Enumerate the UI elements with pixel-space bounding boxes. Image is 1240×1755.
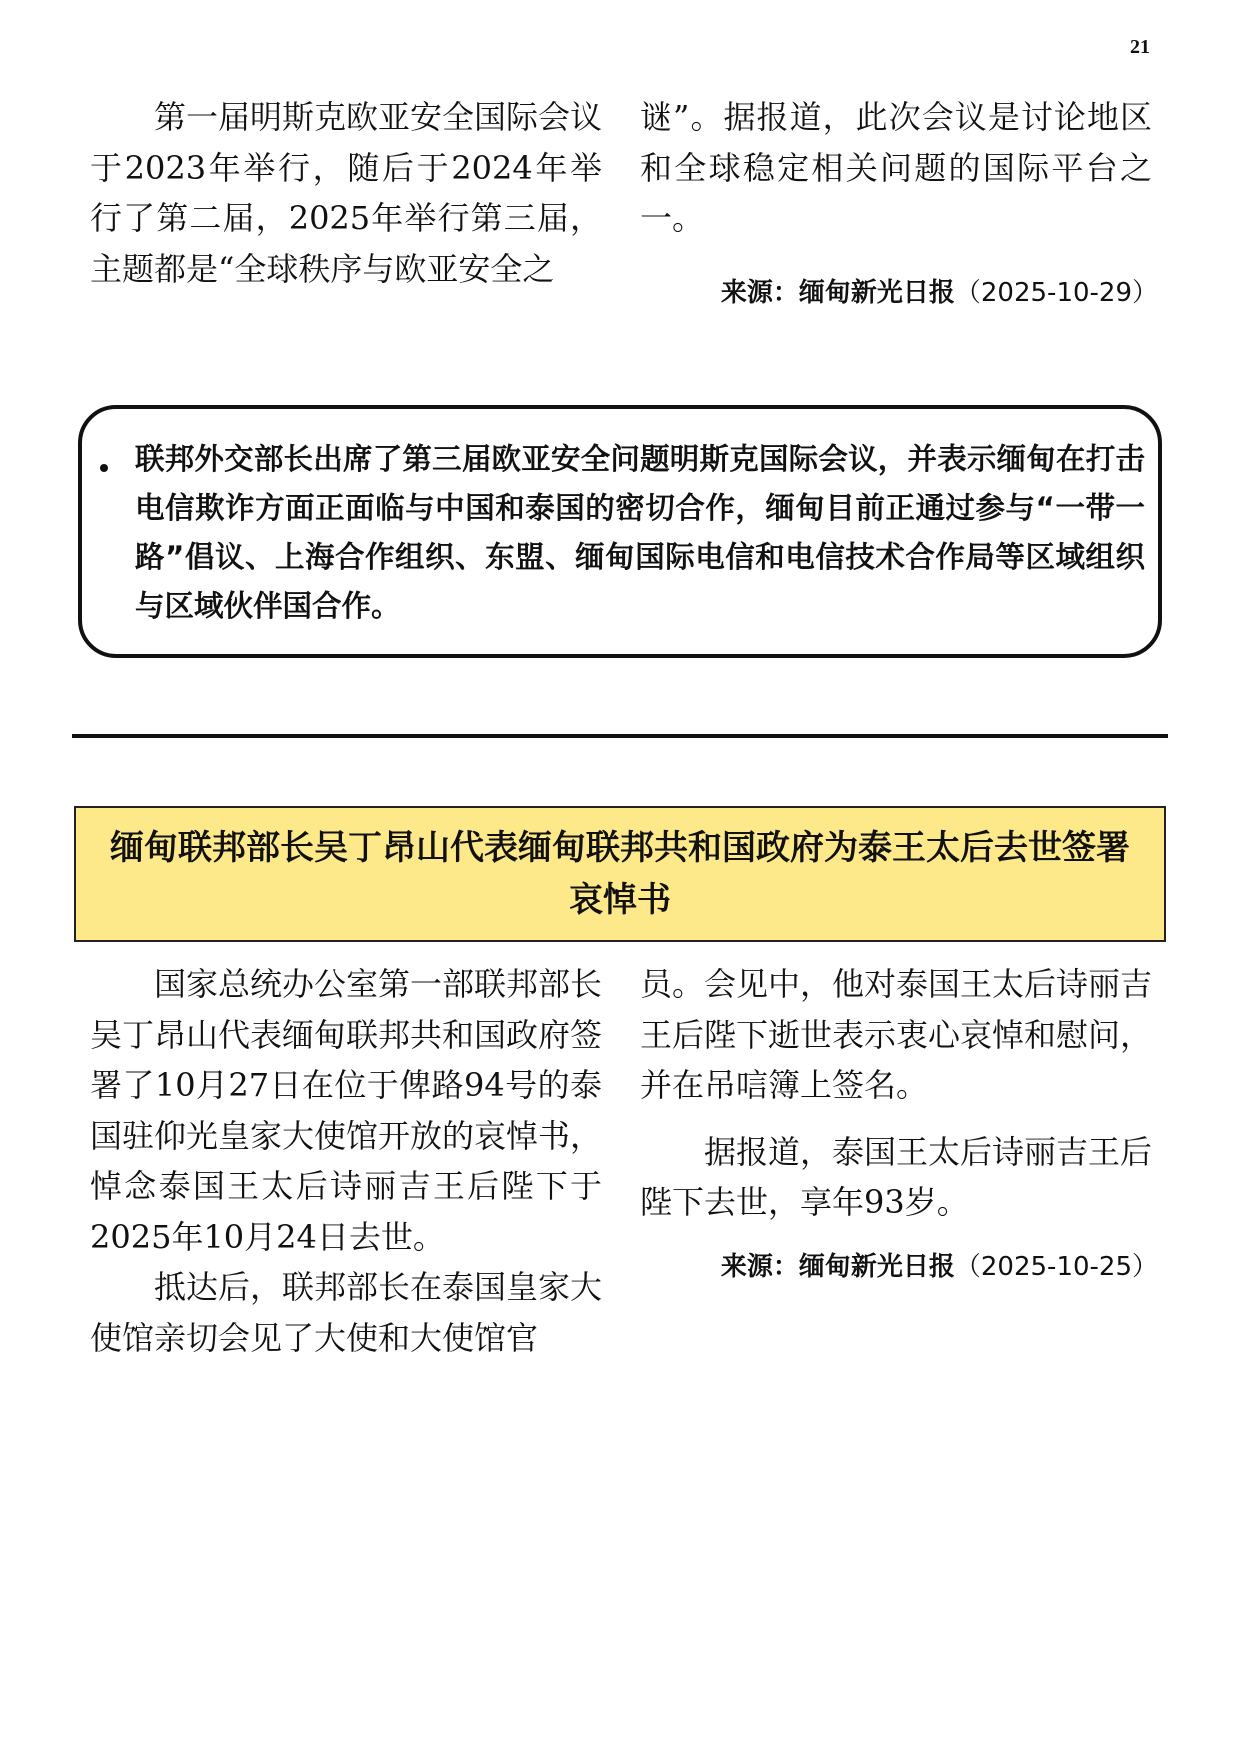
source-label: 来源：缅甸新光日报 xyxy=(720,1252,955,1282)
article2-title: 缅甸联邦部长吴丁昂山代表缅甸联邦共和国政府为泰王太后去世签署哀悼书 xyxy=(110,828,1130,920)
article1-paragraph: 第一届明斯克欧亚安全国际会议于2023年举行，随后于2024年举行了第二届，2025年举行第三届，主题都是“全球秩序与欧亚安全之 xyxy=(90,98,603,288)
summary-box xyxy=(78,405,1162,658)
article2-paragraph: 国家总统办公室第一部联邦部长吴丁昂山代表缅甸联邦共和国政府签署了10月27日在位于俾路94号的泰国驻仰光皇家大使馆开放的哀悼书，悼念泰国王太后诗丽吉王后陛下于2025年10月24日去世。 xyxy=(90,965,603,1256)
article2-paragraph-continued: 员。会见中，他对泰国王太后诗丽吉王后陛下逝世表示衷心哀悼和慰问，并在吊唁簿上签名。 xyxy=(640,965,1153,1104)
article1-right-column xyxy=(640,92,1152,244)
section-divider xyxy=(72,734,1168,738)
bullet-icon xyxy=(100,464,108,472)
article2-paragraph: 抵达后，联邦部长在泰国皇家大使馆亲切会见了大使和大使馆官 xyxy=(90,1268,603,1357)
source-date: （2025-10-25） xyxy=(954,1252,1158,1282)
article1-paragraph-continued: 谜”。据报道，此次会议是讨论地区和全球稳定相关问题的国际平台之一。 xyxy=(640,98,1152,237)
page-number: 21 xyxy=(1130,36,1150,58)
summary-text: 联邦外交部长出席了第三届欧亚安全问题明斯克国际会议，并表示缅甸在打击电信欺诈方面正面临与中国和泰国的密切合作，缅甸目前正通过参与“一带一路”倡议、上海合作组织、东盟、缅甸国际电信和电信技术合作局等区域组织与区域伙伴国合作。 xyxy=(135,442,1145,623)
article2-title-box xyxy=(74,806,1166,942)
article1-source xyxy=(721,272,1158,309)
source-label: 来源：缅甸新光日报 xyxy=(720,278,955,308)
article2-paragraph: 据报道，泰国王太后诗丽吉王后陛下去世，享年93岁。 xyxy=(640,1132,1153,1221)
source-date: （2025-10-29） xyxy=(954,278,1158,308)
article2-left-column xyxy=(90,959,602,1363)
article2-right-column xyxy=(640,959,1152,1228)
article1-left-column xyxy=(90,92,602,294)
article2-source xyxy=(721,1246,1158,1283)
